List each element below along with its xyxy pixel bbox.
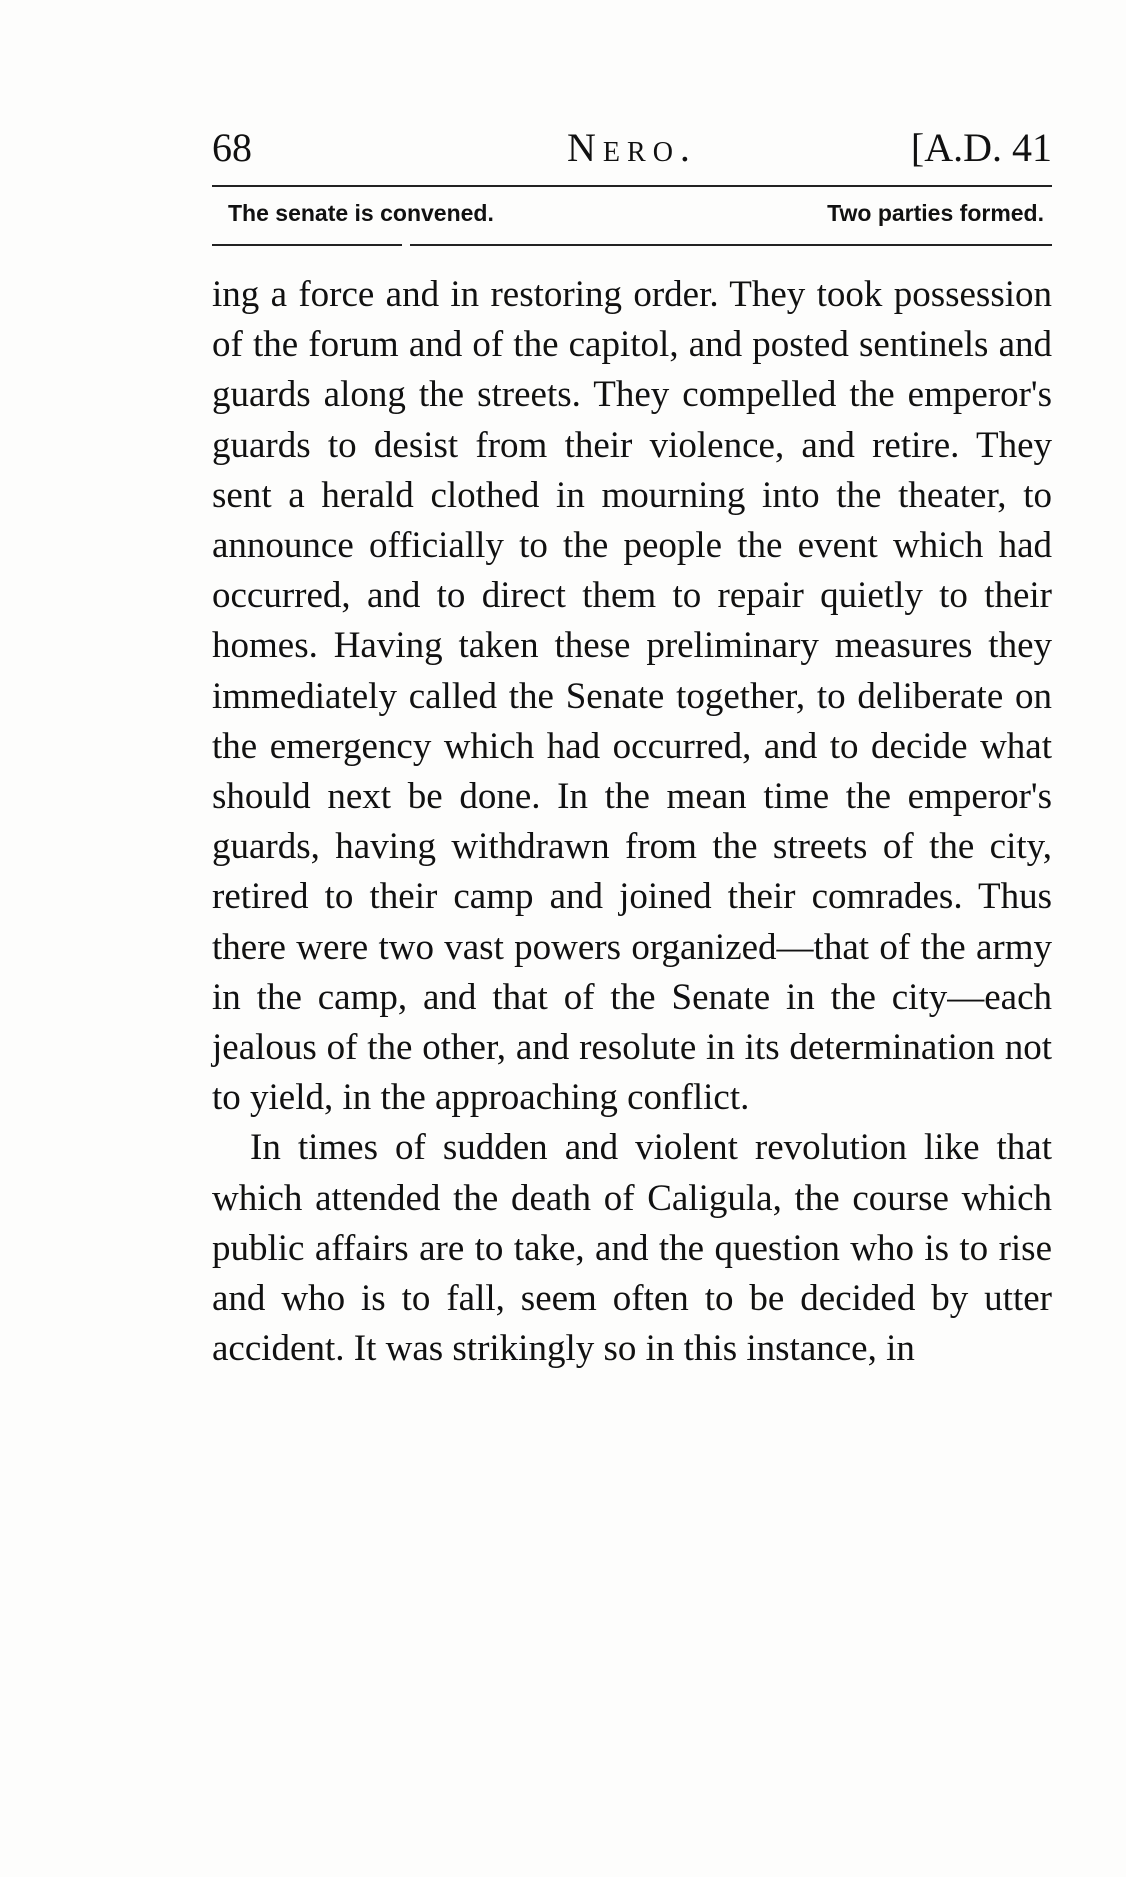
paragraph-2: In times of sudden and violent revolution like that which attended the death of Caligula, the course which public affairs are to take, and the question who is to rise and who is to fall, seem often to be decided by utter accident. It was strikingly so in this instance, in (212, 1127, 1052, 1370)
header-divider (212, 185, 1052, 187)
marginal-notes (212, 198, 1052, 228)
paragraph-1: ing a force and in restoring order. They took possession of the forum and of the capitol, and posted sentinels and guards along the streets. They compelled the emperor's guards to desist from their violence, and retire. They sent a herald clothed in mourning into the theater, to announce officially to the people the event which had occurred, and to direct them to repair quietly to their homes. Having taken these preliminary measures they immediately called the Senate together, to deliberate on the emergency which had occurred, and to decide what should next be done. In the mean time the emperor's guards, having withdrawn from the streets of the city, retired to their camp and joined their comrades. Thus there were two vast powers organized—that of the army in the camp, and that of the Senate in the city—each jealous of the other, and resolute in its determination not to yield, in the approaching conflict. (212, 274, 1052, 1119)
note-divider-right (410, 244, 1052, 246)
running-head (212, 118, 1052, 178)
marginal-note-right: Two parties formed. (827, 200, 1044, 226)
book-title: Nero. (567, 125, 697, 170)
body-text (212, 270, 1052, 1374)
date-reference: [A.D. 41 (910, 125, 1052, 170)
page-number: 68 (212, 125, 252, 170)
marginal-note-left: The senate is convened. (228, 200, 494, 226)
note-divider-left (212, 244, 402, 246)
